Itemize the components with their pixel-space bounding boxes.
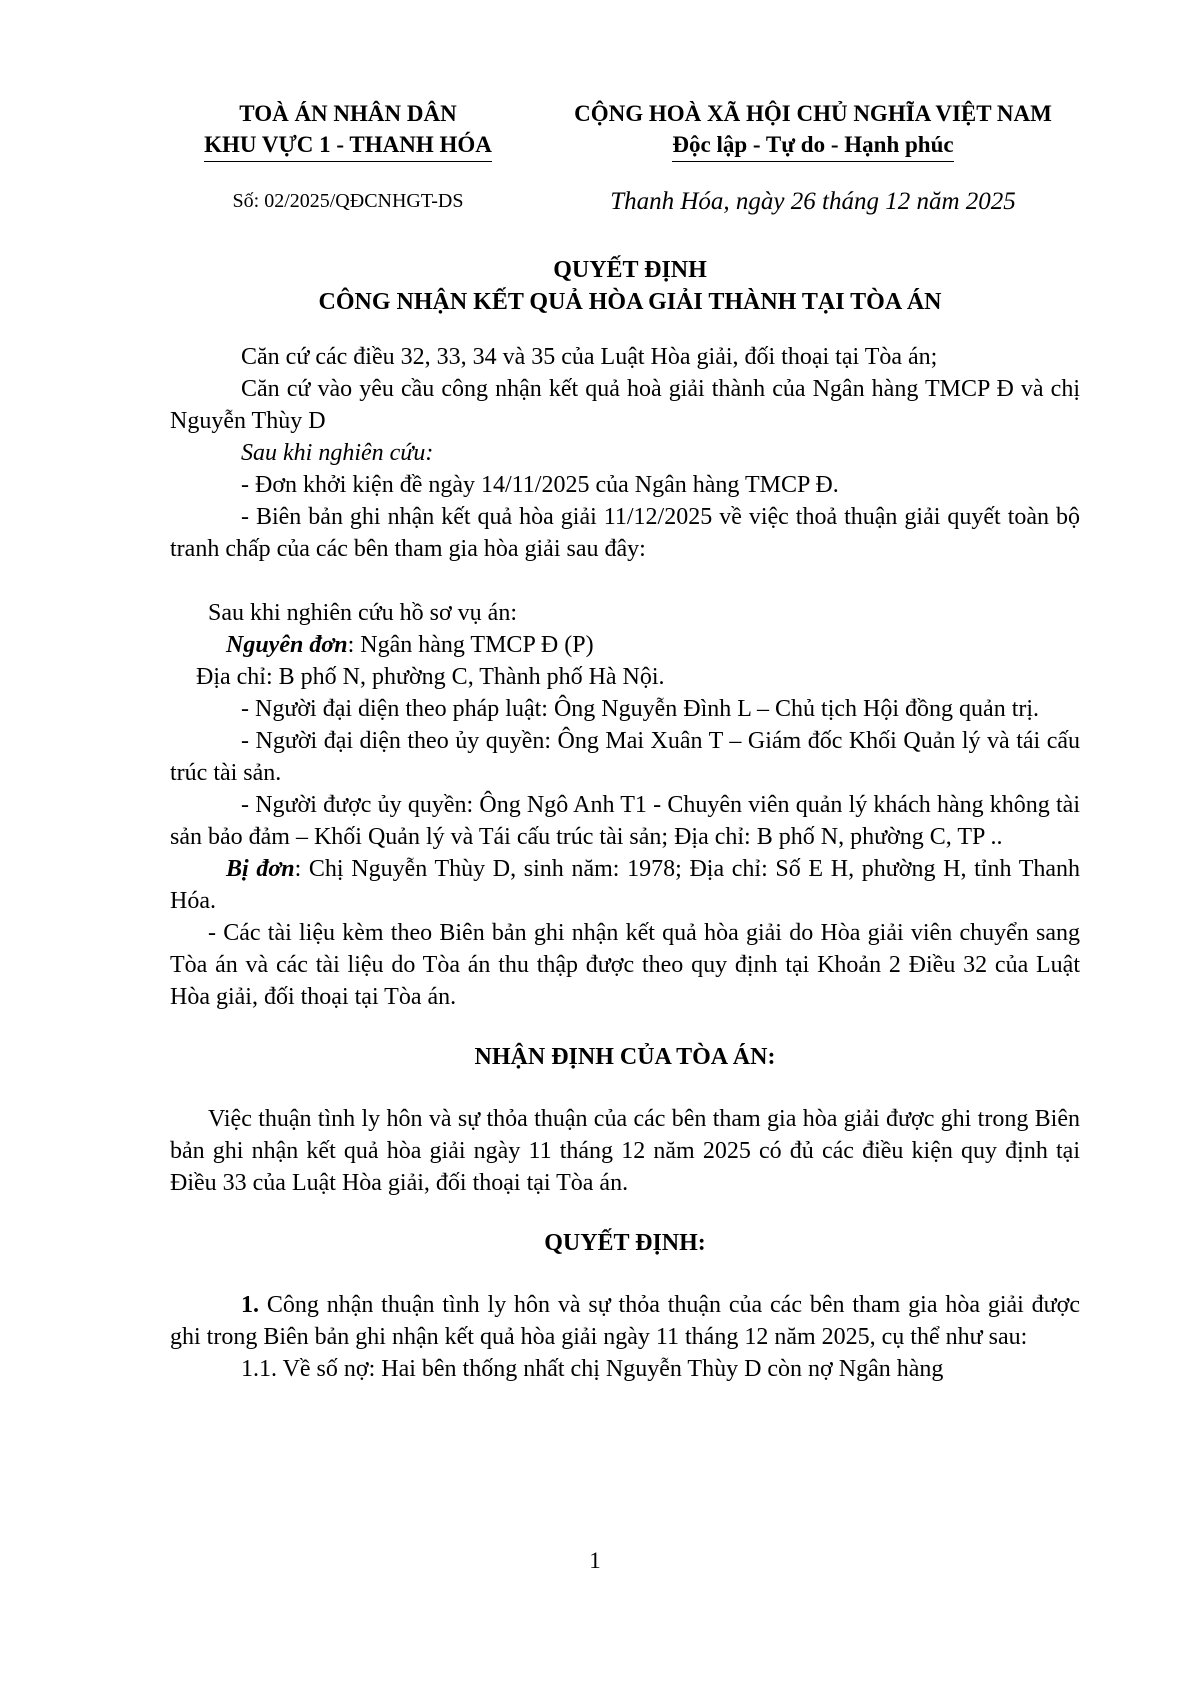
country-name: CỘNG HOÀ XÃ HỘI CHỦ NGHĨA VIỆT NAM bbox=[574, 101, 1052, 126]
legal-basis-1: Căn cứ các điều 32, 33, 34 và 35 của Luật Hòa giải, đối thoại tại Tòa án; bbox=[241, 344, 938, 370]
page-number: 1 bbox=[589, 1548, 601, 1573]
case-review-label: Sau khi nghiên cứu hồ sơ vụ án: bbox=[208, 600, 517, 626]
court-line-1: TOÀ ÁN NHÂN DÂN bbox=[239, 101, 457, 126]
spacer bbox=[170, 1259, 1080, 1289]
national-motto-block bbox=[535, 98, 1091, 162]
assessment-heading: NHẬN ĐỊNH CỦA TÒA ÁN: bbox=[474, 1044, 776, 1070]
plaintiff-line bbox=[170, 629, 1080, 661]
petition-item: - Đơn khởi kiện đề ngày 14/11/2025 của Ngân hàng TMCP Đ. bbox=[241, 472, 839, 498]
defendant-label: Bị đơn bbox=[226, 856, 295, 882]
blank-line bbox=[170, 565, 1080, 597]
decision-item-1 bbox=[170, 1289, 1080, 1353]
plaintiff-label: Nguyên đơn bbox=[226, 632, 348, 658]
authorized-person: - Người được ủy quyền: Ông Ngô Anh T1 - Chuyên viên quản lý khách hàng không tài sản bảo đảm – Khối Quản lý và Tái cấu trúc tài sản; Địa chỉ: B phố N, phường C, TP .. bbox=[170, 792, 1080, 850]
spacer bbox=[170, 1073, 1080, 1103]
defendant-value: : Chị Nguyễn Thùy D, sinh năm: 1978; Địa chỉ: Số E H, phường H, tỉnh Thanh Hóa. bbox=[170, 856, 1081, 914]
assessment-text: Việc thuận tình ly hôn và sự thỏa thuận của các bên tham gia hòa giải được ghi trong Biên bản ghi nhận kết quả hòa giải ngày 11 tháng 12 năm 2025 có đủ các điều kiện quy định tại Điều 33 của Luật Hòa giải, đối thoại tại Tòa án. bbox=[170, 1106, 1080, 1196]
minutes-item: - Biên bản ghi nhận kết quả hòa giải 11/12/2025 về việc thoả thuận giải quyết toàn bộ tranh chấp của các bên tham gia hòa giải sau đây: bbox=[170, 504, 1080, 562]
document-body bbox=[170, 341, 1080, 1385]
authorized-representative: - Người đại diện theo ủy quyền: Ông Mai Xuân T – Giám đốc Khối Quản lý và tái cấu trúc tài sản. bbox=[170, 728, 1080, 786]
legal-representative: - Người đại diện theo pháp luật: Ông Nguyễn Đình L – Chủ tịch Hội đồng quản trị. bbox=[241, 696, 1040, 722]
spacer bbox=[170, 1013, 1080, 1041]
national-motto: Độc lập - Tự do - Hạnh phúc bbox=[672, 129, 953, 162]
after-review-label: Sau khi nghiên cứu: bbox=[241, 440, 434, 466]
title-line-2: CÔNG NHẬN KẾT QUẢ HÒA GIẢI THÀNH TẠI TÒA ÁN bbox=[318, 289, 942, 315]
defendant-line bbox=[170, 853, 1080, 917]
attached-documents: - Các tài liệu kèm theo Biên bản ghi nhận kết quả hòa giải do Hòa giải viên chuyển sang Tòa án và các tài liệu do Tòa án thu thập được theo quy định tại Khoản 2 Điều 32 của Luật Hòa giải, đối thoại tại Tòa án. bbox=[170, 920, 1080, 1010]
decision-item-1-1: 1.1. Về số nợ: Hai bên thống nhất chị Nguyễn Thùy D còn nợ Ngân hàng bbox=[241, 1356, 944, 1382]
court-name-block bbox=[178, 98, 518, 162]
decision-heading: QUYẾT ĐỊNH: bbox=[544, 1230, 706, 1256]
document-number: Số: 02/2025/QĐCNHGT-DS bbox=[232, 190, 464, 212]
plaintiff-value: : Ngân hàng TMCP Đ (P) bbox=[347, 632, 594, 658]
plaintiff-address: Địa chỉ: B phố N, phường C, Thành phố Hà Nội. bbox=[196, 664, 665, 690]
document-title bbox=[170, 254, 1090, 318]
legal-basis-2: Căn cứ vào yêu cầu công nhận kết quả hoà giải thành của Ngân hàng TMCP Đ và chị Nguyễn Thùy D bbox=[170, 376, 1080, 434]
court-line-2: KHU VỰC 1 - THANH HÓA bbox=[204, 129, 492, 162]
place-date: Thanh Hóa, ngày 26 tháng 12 năm 2025 bbox=[610, 188, 1016, 215]
title-line-1: QUYẾT ĐỊNH bbox=[553, 257, 707, 283]
decision-item-1-number: 1. bbox=[241, 1292, 259, 1318]
spacer bbox=[170, 1199, 1080, 1227]
decision-item-1-text: Công nhận thuận tình ly hôn và sự thỏa thuận của các bên tham gia hòa giải được ghi trong Biên bản ghi nhận kết quả hòa giải ngày 11 tháng 12 năm 2025, cụ thể như sau: bbox=[170, 1292, 1080, 1350]
